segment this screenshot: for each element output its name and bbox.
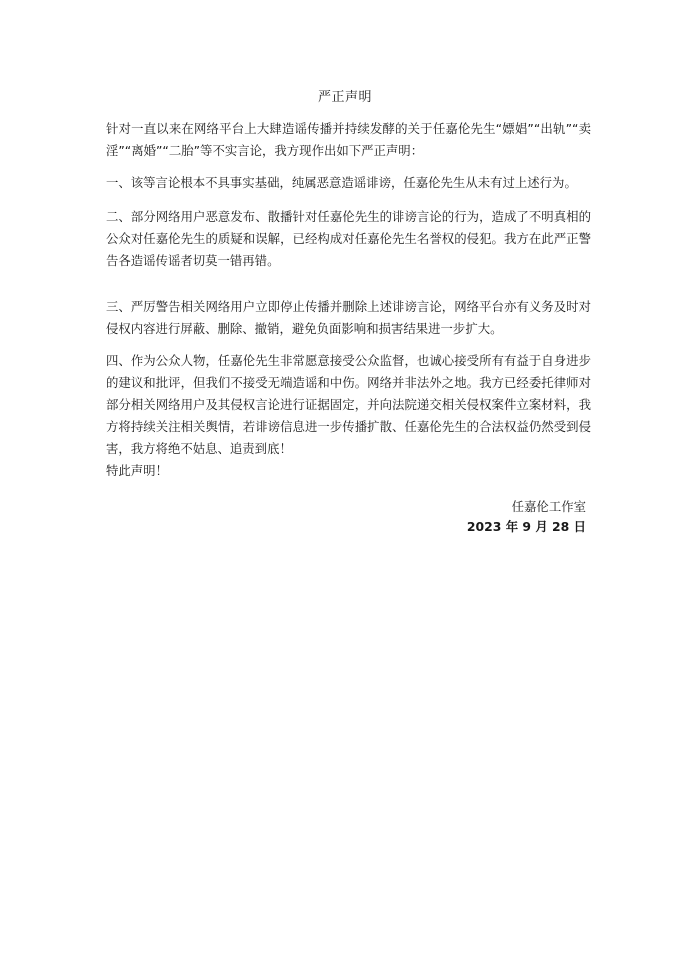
statement-closing: 特此声明！ <box>106 463 168 478</box>
signature-date: 2023 年 9 月 28 日 <box>466 519 586 534</box>
statement-point-1: 一、该等言论根本不具事实基础，纯属恶意造谣诽谤，任嘉伦先生从未有过上述行为。 <box>106 175 577 190</box>
statement-intro: 针对一直以来在网络平台上大肆造谣传播并持续发酵的关于任嘉伦先生“嫖娼”“出轨”“卖淫”“离婚”“二胎”等不实言论，我方现作出如下严正声明： <box>106 121 591 158</box>
statement-point-2: 二、部分网络用户恶意发布、散播针对任嘉伦先生的诽谤言论的行为，造成了不明真相的公众对任嘉伦先生的质疑和误解，已经构成对任嘉伦先生名誉权的侵犯。我方在此严正警告各造谣传谣者切莫一错再错。 <box>106 209 591 268</box>
statement-point-4: 四、作为公众人物，任嘉伦先生非常愿意接受公众监督，也诚心接受所有有益于自身进步的建议和批评，但我们不接受无端造谣和中伤。网络并非法外之地。我方已经委托律师对部分相关网络用户及其侵权言论进行证据固定，并向法院递交相关侵权案件立案材料，我方将持续关注相关舆情，若诽谤信息进一步传播扩散、任嘉伦先生的合法权益仍然受到侵害，我方将绝不姑息、追责到底！ <box>106 353 591 456</box>
signature-org: 任嘉伦工作室 <box>511 499 586 514</box>
statement-title: 严正声明 <box>317 90 372 105</box>
statement-point-3: 三、严厉警告相关网络用户立即停止传播并删除上述诽谤言论，网络平台亦有义务及时对侵权内容进行屏蔽、删除、撤销，避免负面影响和损害结果进一步扩大。 <box>106 299 591 336</box>
